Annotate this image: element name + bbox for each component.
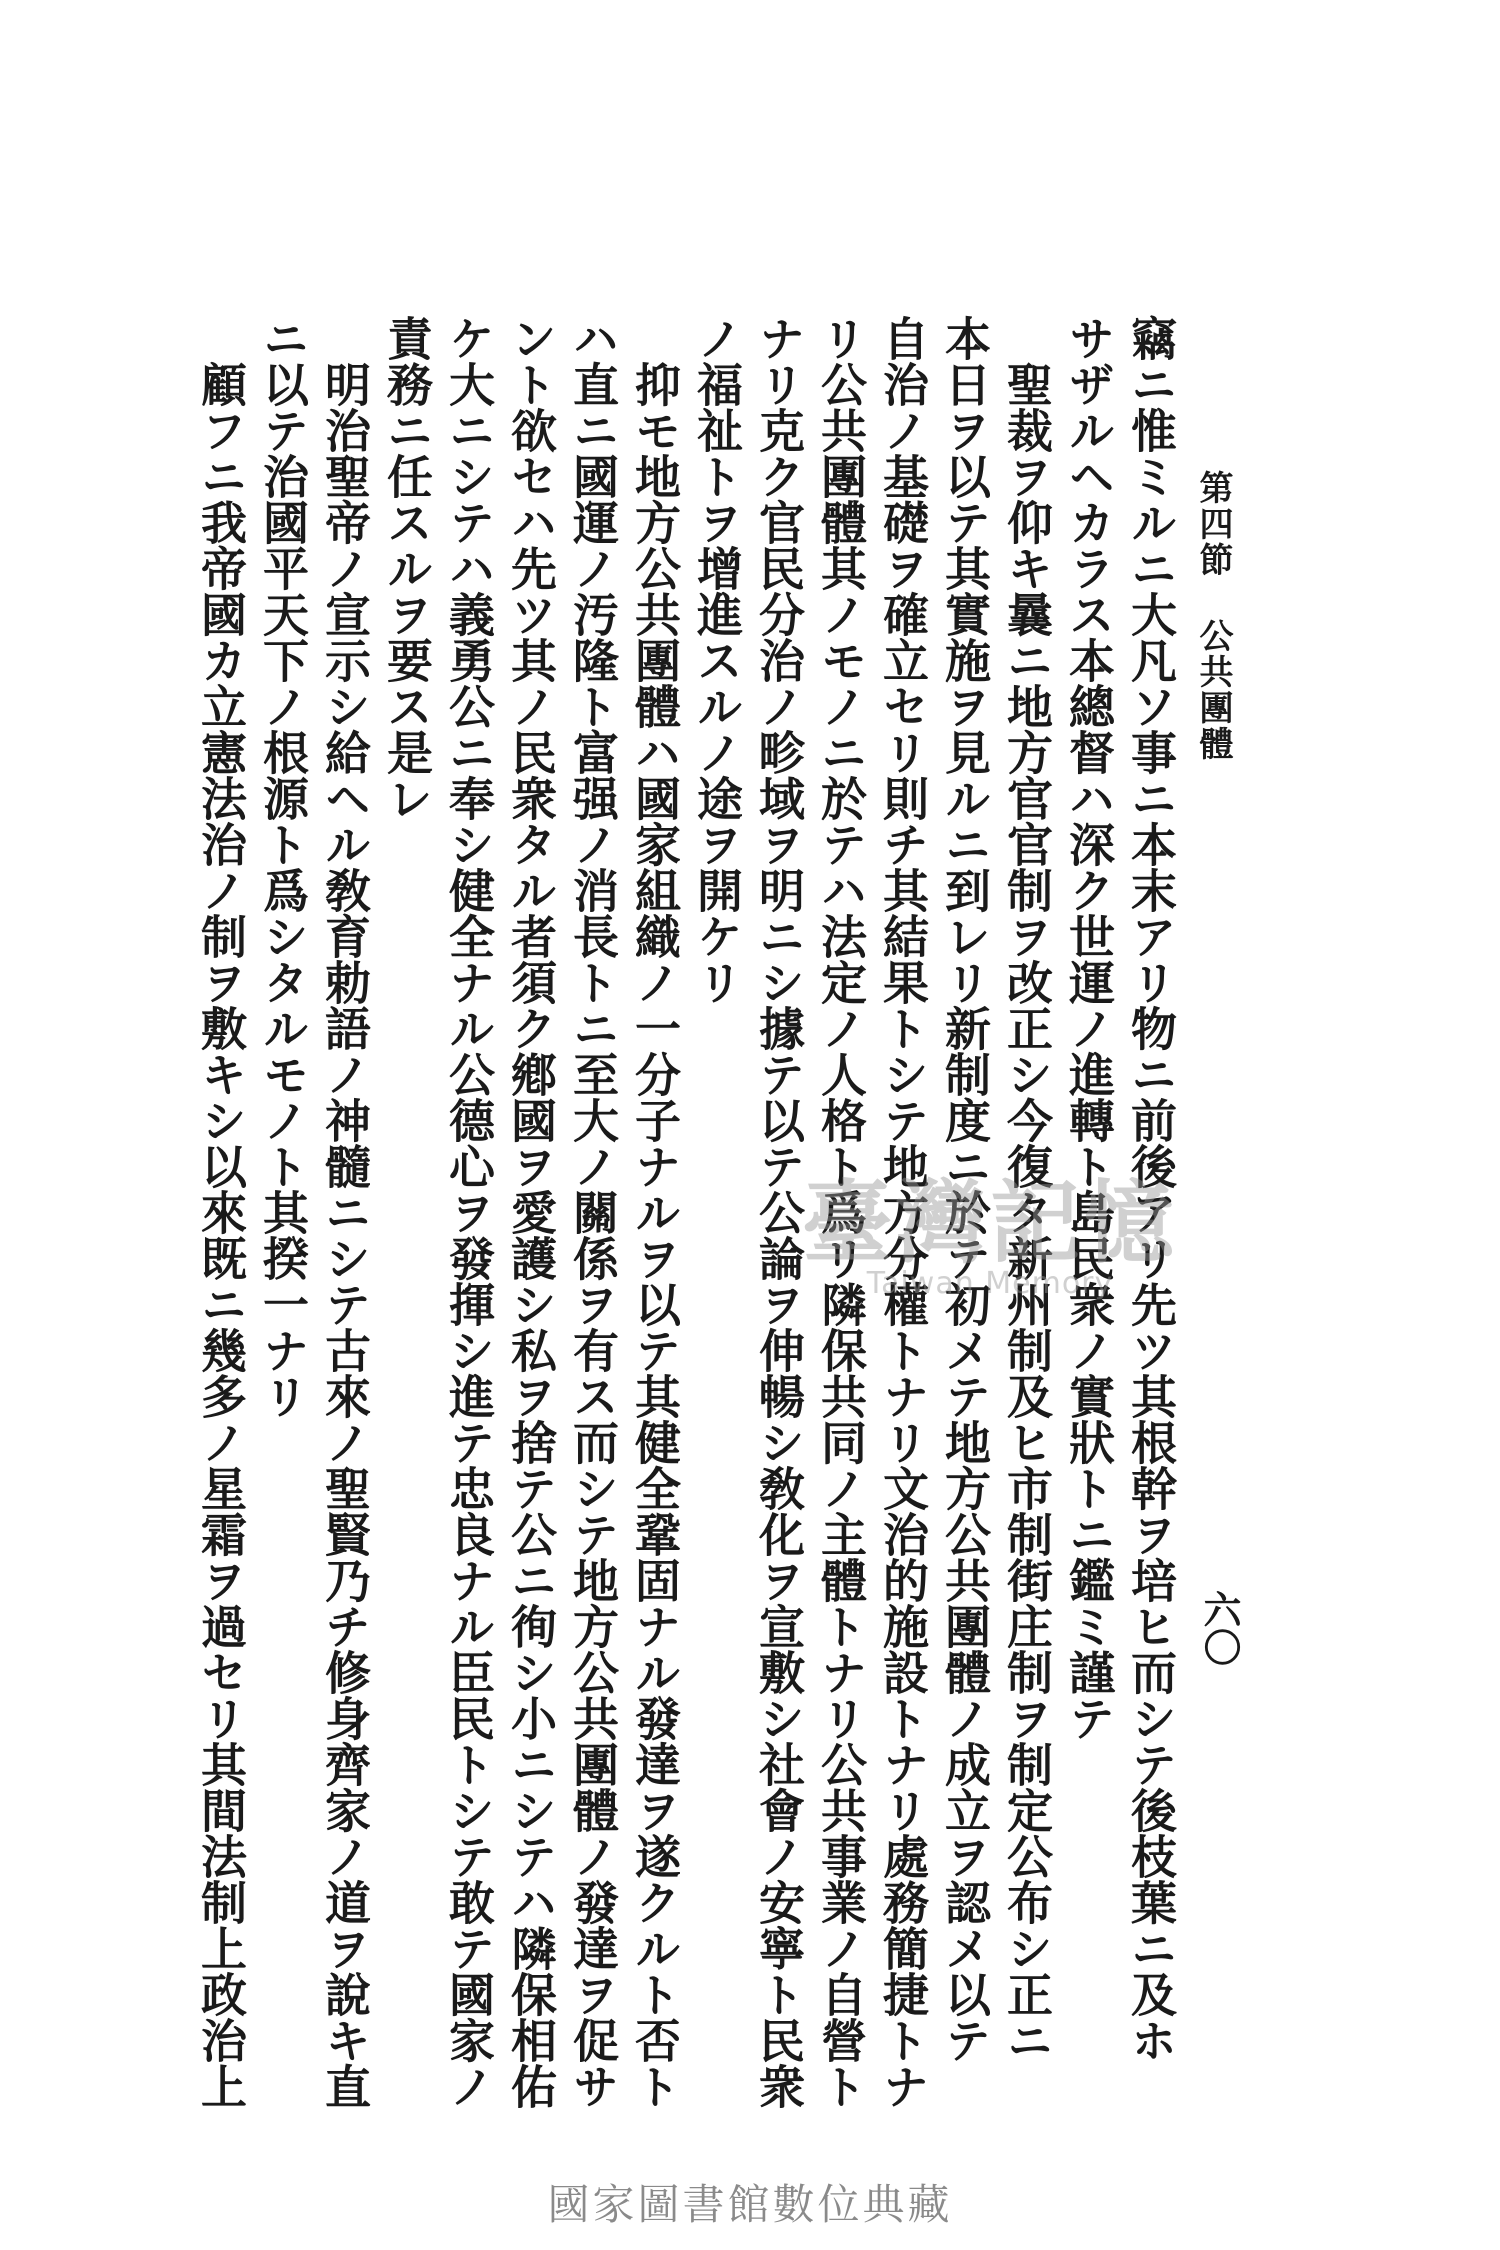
watermark-english: Taiwan Memory: [866, 1266, 1114, 1301]
text-line: リ公共團體其ノモノニ於テハ法定ノ人格ト爲リ隣保共同ノ主體トナリ公共事業ノ自營ト: [814, 315, 868, 2109]
text-line: 抑モ地方公共團體ハ國家組織ノ一分子ナルヲ以テ其健全鞏固ナル發達ヲ遂クルト否ト: [628, 361, 682, 2109]
text-line: ナリ克ク官民分治ノ畛域ヲ明ニシ據テ以テ公論ヲ伸暢シ敎化ヲ宣敷シ社會ノ安寧ト民衆: [752, 315, 806, 2109]
text-line: ノ福祉トヲ增進スルノ途ヲ開ケリ: [690, 315, 744, 1005]
text-line: 竊ニ惟ミルニ大凡ソ事ニ本末アリ物ニ前後アリ先ツ其根幹ヲ培ヒ而シテ後枝葉ニ及ホ: [1124, 315, 1178, 2063]
footer-collection-label: 國家圖書館數位典藏: [547, 2180, 953, 2229]
text-line: ニ以テ治國平天下ノ根源ト爲シタルモノト其揆一ナリ: [256, 315, 310, 1419]
text-line: ント欲セハ先ツ其ノ民衆タル者須ク鄕國ヲ愛護シ私ヲ捨テ公ニ徇シ小ニシテハ隣保相佑: [504, 315, 558, 2109]
text-line: 自治ノ基礎ヲ確立セリ則チ其結果トシテ地方分權トナリ文治的施設トナリ處務簡捷トナ: [876, 315, 930, 2109]
body-text: [194, 315, 1182, 2109]
text-line: ハ直ニ國運ノ汚隆ト富强ノ消長トニ至大ノ關係ヲ有ス而シテ地方公共團體ノ發達ヲ促サ: [566, 315, 620, 2109]
text-line: 本日ヲ以テ其實施ヲ見ルニ到レリ新制度ニ於テ初メテ地方公共團體ノ成立ヲ認メ以テ: [938, 315, 992, 2063]
text-line: ケ大ニシテハ義勇公ニ奉シ健全ナル公德心ヲ發揮シ進テ忠良ナル臣民トシテ敢テ國家ノ: [442, 315, 496, 2109]
text-line: 責務ニ任スルヲ要ス是レ: [380, 315, 434, 821]
watermark-chinese: 臺灣記憶: [802, 1170, 1178, 1276]
header-section: 第四節: [1193, 470, 1233, 578]
header-topic: 公共團體: [1193, 618, 1233, 762]
text-line: 顧フニ我帝國カ立憲法治ノ制ヲ敷キシ以來既ニ幾多ノ星霜ヲ過セリ其間法制上政治上: [194, 361, 248, 2109]
text-line: サザルヘカラス本總督ハ深ク世運ノ進轉ト島民衆ノ實狀トニ鑑ミ謹テ: [1062, 315, 1116, 1741]
page-number: 六〇: [1197, 1590, 1242, 1666]
running-header: [1193, 470, 1233, 762]
text-line: 聖裁ヲ仰キ曩ニ地方官官制ヲ改正シ今復タ新州制及ヒ市制街庄制ヲ制定公布シ正ニ: [1000, 361, 1054, 2063]
text-line: 明治聖帝ノ宣示シ給ヘル敎育勅語ノ神髓ニシテ古來ノ聖賢乃チ修身齊家ノ道ヲ說キ直: [318, 361, 372, 2109]
